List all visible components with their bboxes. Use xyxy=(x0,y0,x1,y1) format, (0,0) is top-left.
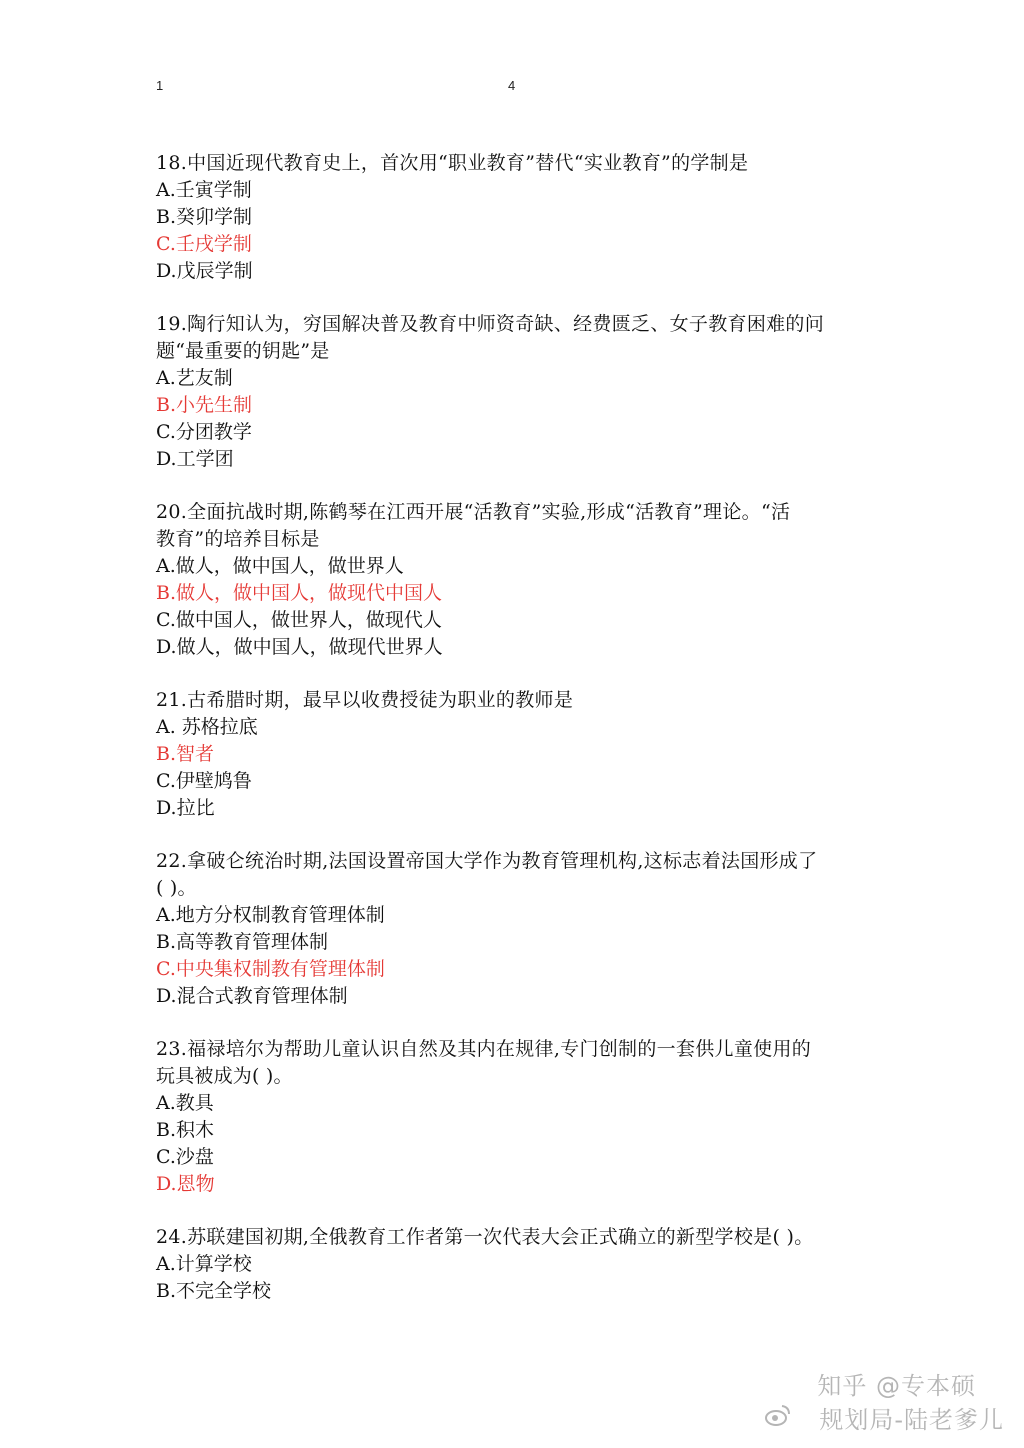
answer-option: A.教具 xyxy=(156,1092,214,1114)
answer-option: B.不完全学校 xyxy=(156,1280,272,1302)
header-left-number: 1 xyxy=(156,78,164,93)
question-stem xyxy=(156,1036,876,1090)
question-stem xyxy=(156,687,876,714)
question-stem xyxy=(156,499,876,553)
answer-option: D.做人，做中国人，做现代世界人 xyxy=(156,636,443,658)
question-list xyxy=(156,150,876,1331)
answer-option: D.拉比 xyxy=(156,797,215,819)
answer-option: B.癸卯学制 xyxy=(156,206,253,228)
answer-option-correct: C.中央集权制教有管理体制 xyxy=(156,958,385,980)
answer-option: A. 苏格拉底 xyxy=(156,716,258,738)
answer-option: B.高等教育管理体制 xyxy=(156,931,329,953)
question-block xyxy=(156,1224,876,1305)
question-text-line: 22.拿破仑统治时期,法国设置帝国大学作为教育管理机构,这标志着法国形成了 xyxy=(156,850,818,872)
question-text-line: 24.苏联建国初期,全俄教育工作者第一次代表大会正式确立的新型学校是( )。 xyxy=(156,1226,814,1248)
question-text-line: 教育”的培养目标是 xyxy=(156,528,320,550)
question-text-line: 20.全面抗战时期,陈鹤琴在江西开展“活教育”实验,形成“活教育”理论。“活 xyxy=(156,501,791,523)
answer-option-correct: D.恩物 xyxy=(156,1173,215,1195)
answer-option: A.壬寅学制 xyxy=(156,179,252,201)
watermark xyxy=(774,1366,1004,1436)
question-text-line: 玩具被成为( )。 xyxy=(156,1065,293,1087)
question-stem xyxy=(156,1224,876,1251)
question-block xyxy=(156,499,876,661)
answer-option: C.伊壁鸠鲁 xyxy=(156,770,252,792)
question-text-line: 18.中国近现代教育史上，首次用“职业教育”替代“实业教育”的学制是 xyxy=(156,152,749,174)
question-stem xyxy=(156,150,876,177)
answer-option-correct: B.小先生制 xyxy=(156,394,253,416)
question-text-line: 题“最重要的钥匙”是 xyxy=(156,340,330,362)
question-block xyxy=(156,848,876,1010)
answer-option-correct: B.做人，做中国人，做现代中国人 xyxy=(156,582,443,604)
page-header xyxy=(0,78,1024,98)
answer-option: A.艺友制 xyxy=(156,367,233,389)
question-block xyxy=(156,311,876,473)
question-text-line: 23.福禄培尔为帮助儿童认识自然及其内在规律,专门创制的一套供儿童使用的 xyxy=(156,1038,812,1060)
question-stem xyxy=(156,848,876,902)
question-text-line: 19.陶行知认为，穷国解决普及教育中师资奇缺、经费匮乏、女子教育困难的问 xyxy=(156,313,825,335)
question-text-line: 21.古希腊时期，最早以收费授徒为职业的教师是 xyxy=(156,689,574,711)
answer-option: C.沙盘 xyxy=(156,1146,214,1168)
page-number: 4 xyxy=(508,78,516,93)
question-block xyxy=(156,1036,876,1198)
question-stem xyxy=(156,311,876,365)
answer-option: A.做人，做中国人，做世界人 xyxy=(156,555,404,577)
question-block xyxy=(156,150,876,285)
watermark-line-2: 规划局-陆老爹儿 xyxy=(819,1406,1004,1434)
answer-option: D.戊辰学制 xyxy=(156,260,253,282)
answer-option: C.做中国人，做世界人，做现代人 xyxy=(156,609,442,631)
answer-option: D.混合式教育管理体制 xyxy=(156,985,348,1007)
question-text-line: ( )。 xyxy=(156,877,197,899)
answer-option: A.地方分权制教育管理体制 xyxy=(156,904,385,926)
weibo-icon xyxy=(764,1402,792,1428)
answer-option: D.工学团 xyxy=(156,448,234,470)
watermark-line-1: 知乎 @专本硕 xyxy=(817,1372,976,1400)
answer-option-correct: C.壬戌学制 xyxy=(156,233,252,255)
answer-option: A.计算学校 xyxy=(156,1253,252,1275)
answer-option: C.分团教学 xyxy=(156,421,252,443)
answer-option-correct: B.智者 xyxy=(156,743,215,765)
question-block xyxy=(156,687,876,822)
answer-option: B.积木 xyxy=(156,1119,215,1141)
